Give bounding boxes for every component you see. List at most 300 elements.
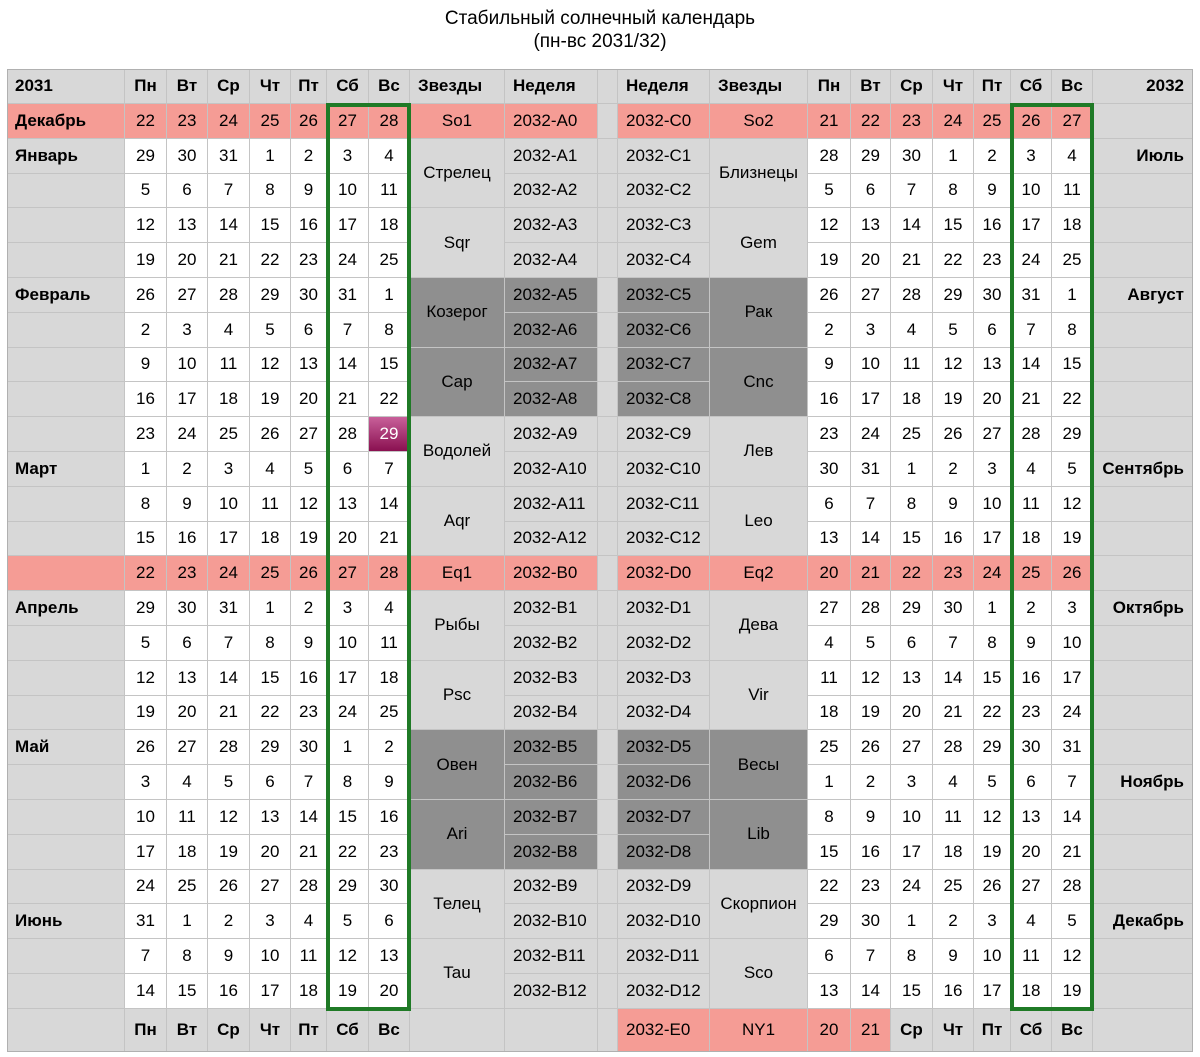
day-cell-2031: 30	[369, 870, 410, 905]
day-cell-2031: 15	[125, 522, 167, 557]
day-cell-2031: 23	[125, 417, 167, 452]
day-cell-2031: 13	[167, 208, 208, 243]
day-cell-2032: 10	[1052, 626, 1093, 661]
day-cell-2031: 5	[208, 765, 250, 800]
year-2031-label: 2031	[7, 69, 125, 104]
day-cell-2032: 21	[933, 696, 974, 731]
day-cell-2031: 31	[327, 278, 369, 313]
day-cell-2032: 26	[808, 278, 851, 313]
day-cell-2032: 9	[851, 800, 891, 835]
day-cell-2032: 24	[891, 870, 933, 905]
zodiac-sign-cell: Овен	[410, 730, 505, 800]
day-cell-2032: 20	[851, 243, 891, 278]
day-cell-2032: 6	[808, 939, 851, 974]
day-cell-2031: 21	[291, 835, 327, 870]
day-cell-2031: 26	[125, 730, 167, 765]
day-cell-2032: 28	[851, 591, 891, 626]
week-label-right: 2032-C2	[618, 174, 710, 209]
day-cell-2031: 20	[250, 835, 291, 870]
zodiac-sign-cell: Весы	[710, 730, 808, 800]
day-cell-2031: 2	[369, 730, 410, 765]
column-spacer	[598, 870, 618, 905]
day-cell-2032: 2	[851, 765, 891, 800]
day-cell-2031: 12	[327, 939, 369, 974]
day-cell-2031: 9	[125, 348, 167, 383]
footer-day-right: Чт	[933, 1009, 974, 1052]
zodiac-sign-cell: Близнецы	[710, 139, 808, 209]
month-label-right	[1093, 835, 1193, 870]
day-cell-2031: 28	[291, 870, 327, 905]
day-cell-2032: 16	[974, 208, 1011, 243]
day-cell-2031: 17	[208, 522, 250, 557]
footer-blank	[598, 1009, 618, 1052]
day-cell-2031: 29	[250, 278, 291, 313]
day-cell-2032: 3	[1011, 139, 1052, 174]
day-cell-2032: 16	[851, 835, 891, 870]
footer-week-right: 2032-E0	[618, 1009, 710, 1052]
week-label-left: 2032-A4	[505, 243, 598, 278]
day-cell-2031: 27	[167, 278, 208, 313]
day-cell-2031: 13	[250, 800, 291, 835]
month-label-left: Февраль	[7, 278, 125, 313]
day-cell-2031: 2	[291, 591, 327, 626]
day-cell-2031: 14	[291, 800, 327, 835]
month-label-right	[1093, 626, 1193, 661]
day-cell-2031: 24	[125, 870, 167, 905]
day-cell-2031: 15	[250, 208, 291, 243]
day-cell-2031: 14	[208, 661, 250, 696]
header-day-right: Сб	[1011, 69, 1052, 104]
week-label-right: 2032-C1	[618, 139, 710, 174]
day-cell-2031: 11	[291, 939, 327, 974]
day-cell-2032: 23	[933, 556, 974, 591]
month-label-left	[7, 939, 125, 974]
day-cell-2032: 29	[1052, 417, 1093, 452]
day-cell-2032: 31	[1011, 278, 1052, 313]
column-spacer	[598, 208, 618, 243]
day-cell-2032: 11	[1052, 174, 1093, 209]
day-cell-2032: 11	[891, 348, 933, 383]
day-cell-2032: 26	[1011, 104, 1052, 139]
day-cell-2032: 14	[1011, 348, 1052, 383]
day-cell-2031: 30	[167, 139, 208, 174]
month-label-left	[7, 313, 125, 348]
week-label-left: 2032-B12	[505, 974, 598, 1009]
day-cell-2032: 30	[974, 278, 1011, 313]
day-cell-2032: 5	[1052, 452, 1093, 487]
day-cell-2032: 15	[891, 974, 933, 1009]
zodiac-sign-cell: So1	[410, 104, 505, 139]
day-cell-2031: 16	[291, 661, 327, 696]
month-label-left	[7, 974, 125, 1009]
day-cell-2031: 6	[167, 626, 208, 661]
week-label-left: 2032-B9	[505, 870, 598, 905]
day-cell-2032: 4	[933, 765, 974, 800]
header-day-left: Ср	[208, 69, 250, 104]
day-cell-2032: 9	[933, 939, 974, 974]
day-cell-2032: 21	[891, 243, 933, 278]
month-label-right	[1093, 939, 1193, 974]
day-cell-2031: 2	[125, 313, 167, 348]
month-label-right: Октябрь	[1093, 591, 1193, 626]
month-label-left	[7, 348, 125, 383]
day-cell-2031: 17	[327, 661, 369, 696]
day-cell-2032: 30	[933, 591, 974, 626]
day-cell-2032: 10	[851, 348, 891, 383]
day-cell-2031: 23	[291, 696, 327, 731]
day-cell-2031: 9	[291, 174, 327, 209]
day-cell-2032: 19	[1052, 522, 1093, 557]
day-cell-2032: 15	[808, 835, 851, 870]
day-cell-2032: 17	[1011, 208, 1052, 243]
day-cell-2031: 29	[125, 591, 167, 626]
day-cell-2032: 15	[933, 208, 974, 243]
day-cell-2032: 11	[808, 661, 851, 696]
day-cell-2032: 10	[1011, 174, 1052, 209]
day-cell-2031: 10	[250, 939, 291, 974]
week-label-left: 2032-A1	[505, 139, 598, 174]
day-cell-2032: 2	[1011, 591, 1052, 626]
day-cell-2031: 17	[125, 835, 167, 870]
day-cell-2031: 22	[327, 835, 369, 870]
zodiac-sign-cell: Стрелец	[410, 139, 505, 209]
day-cell-2032: 18	[933, 835, 974, 870]
day-cell-2031: 22	[250, 243, 291, 278]
zodiac-sign-cell: Козерог	[410, 278, 505, 348]
day-cell-2032: 28	[891, 278, 933, 313]
day-cell-2032: 15	[974, 661, 1011, 696]
day-cell-2032: 24	[1052, 696, 1093, 731]
day-cell-2032: 8	[1052, 313, 1093, 348]
day-cell-2031: 11	[369, 174, 410, 209]
day-cell-2031: 6	[167, 174, 208, 209]
header-day-right: Ср	[891, 69, 933, 104]
day-cell-2032: 11	[933, 800, 974, 835]
day-cell-2031: 21	[208, 243, 250, 278]
column-spacer	[598, 556, 618, 591]
day-cell-2031: 9	[291, 626, 327, 661]
day-cell-2031: 16	[125, 382, 167, 417]
month-label-right	[1093, 556, 1193, 591]
day-cell-2032: 28	[1052, 870, 1093, 905]
day-cell-2031: 3	[327, 139, 369, 174]
day-cell-2032: 10	[891, 800, 933, 835]
header-day-left: Сб	[327, 69, 369, 104]
day-cell-2032: 16	[808, 382, 851, 417]
day-cell-2032: 22	[1052, 382, 1093, 417]
column-spacer	[598, 417, 618, 452]
day-cell-2032: 31	[851, 452, 891, 487]
day-cell-2031: 3	[327, 591, 369, 626]
zodiac-sign-cell: Дева	[710, 591, 808, 661]
month-label-right	[1093, 800, 1193, 835]
column-spacer	[598, 696, 618, 731]
footer-day-left: Сб	[327, 1009, 369, 1052]
month-label-left	[7, 765, 125, 800]
day-cell-2031: 2	[167, 452, 208, 487]
day-cell-2031: 30	[167, 591, 208, 626]
day-cell-2032: 2	[808, 313, 851, 348]
header-day-right: Вт	[851, 69, 891, 104]
day-cell-2031: 22	[250, 696, 291, 731]
week-label-right: 2032-D6	[618, 765, 710, 800]
month-label-right	[1093, 208, 1193, 243]
week-label-left: 2032-A12	[505, 522, 598, 557]
month-label-right: Ноябрь	[1093, 765, 1193, 800]
day-cell-2031: 9	[167, 487, 208, 522]
header-day-left: Вс	[369, 69, 410, 104]
day-cell-2031: 23	[167, 104, 208, 139]
zodiac-sign-cell: Cnc	[710, 348, 808, 418]
day-cell-2031: 25	[208, 417, 250, 452]
title-line-1: Стабильный солнечный календарь	[444, 8, 756, 29]
day-cell-2031: 19	[291, 522, 327, 557]
day-cell-2031: 26	[208, 870, 250, 905]
column-spacer	[598, 313, 618, 348]
week-label-right: 2032-C6	[618, 313, 710, 348]
day-cell-2032: 13	[808, 522, 851, 557]
month-label-left	[7, 556, 125, 591]
day-cell-2031: 6	[250, 765, 291, 800]
day-cell-2032: 28	[808, 139, 851, 174]
month-label-left: Январь	[7, 139, 125, 174]
year-2032-label: 2032	[1093, 69, 1193, 104]
day-cell-2032: 23	[891, 104, 933, 139]
day-cell-2031: 10	[125, 800, 167, 835]
day-cell-2031: 15	[250, 661, 291, 696]
month-label-left	[7, 626, 125, 661]
day-cell-2031: 3	[208, 452, 250, 487]
column-spacer	[598, 904, 618, 939]
day-cell-2031: 3	[125, 765, 167, 800]
day-cell-2031: 20	[327, 522, 369, 557]
day-cell-2031: 17	[250, 974, 291, 1009]
week-label-right: 2032-D8	[618, 835, 710, 870]
day-cell-2031: 1	[167, 904, 208, 939]
day-cell-2032: 23	[1011, 696, 1052, 731]
header-day-right: Вс	[1052, 69, 1093, 104]
day-cell-2031: 18	[369, 661, 410, 696]
day-cell-2031: 6	[369, 904, 410, 939]
week-label-right: 2032-C0	[618, 104, 710, 139]
day-cell-2031: 12	[125, 661, 167, 696]
day-cell-2031: 23	[369, 835, 410, 870]
column-spacer	[598, 730, 618, 765]
day-cell-2032: 21	[1011, 382, 1052, 417]
day-cell-2031: 5	[291, 452, 327, 487]
week-label-right: 2032-D11	[618, 939, 710, 974]
day-cell-2032: 12	[1052, 939, 1093, 974]
day-cell-2032: 1	[891, 452, 933, 487]
day-cell-2031: 15	[327, 800, 369, 835]
day-cell-2031: 13	[167, 661, 208, 696]
day-cell-2032: 15	[891, 522, 933, 557]
day-cell-2031: 16	[167, 522, 208, 557]
day-cell-2032: 1	[933, 139, 974, 174]
day-cell-2031: 18	[369, 208, 410, 243]
day-cell-2032: 4	[891, 313, 933, 348]
day-cell-2031: 27	[250, 870, 291, 905]
day-cell-2031: 10	[327, 626, 369, 661]
day-cell-2032: 26	[1052, 556, 1093, 591]
week-label-left: 2032-B1	[505, 591, 598, 626]
day-cell-2032: 21	[1052, 835, 1093, 870]
day-cell-2032: 9	[933, 487, 974, 522]
day-cell-2031: 7	[369, 452, 410, 487]
day-cell-2031: 9	[208, 939, 250, 974]
footer-day-left: Чт	[250, 1009, 291, 1052]
day-cell-2031: 7	[291, 765, 327, 800]
day-cell-2032: 5	[933, 313, 974, 348]
day-cell-2032: 1	[891, 904, 933, 939]
day-cell-2031: 13	[369, 939, 410, 974]
day-cell-2031: 11	[167, 800, 208, 835]
day-cell-2032: 4	[1011, 452, 1052, 487]
day-cell-2032: 19	[1052, 974, 1093, 1009]
day-cell-2032: 19	[851, 696, 891, 731]
day-cell-2031: 18	[208, 382, 250, 417]
day-cell-2031: 3	[167, 313, 208, 348]
month-label-right	[1093, 730, 1193, 765]
month-label-right	[1093, 313, 1193, 348]
day-cell-2032: 13	[974, 348, 1011, 383]
day-cell-2031: 3	[250, 904, 291, 939]
day-cell-2031: 28	[327, 417, 369, 452]
day-cell-2032: 25	[974, 104, 1011, 139]
day-cell-2031: 25	[250, 556, 291, 591]
day-cell-2031: 24	[208, 104, 250, 139]
zodiac-sign-cell: Скорпион	[710, 870, 808, 940]
day-cell-2031: 21	[327, 382, 369, 417]
day-cell-2032: 28	[933, 730, 974, 765]
day-cell-2032: 27	[851, 278, 891, 313]
day-cell-2032: 10	[974, 939, 1011, 974]
month-label-right	[1093, 417, 1193, 452]
day-cell-2032: 3	[1052, 591, 1093, 626]
day-cell-2032: 12	[851, 661, 891, 696]
column-spacer	[598, 661, 618, 696]
zodiac-sign-cell: Gem	[710, 208, 808, 278]
header-day-right: Пт	[974, 69, 1011, 104]
week-label-left: 2032-B6	[505, 765, 598, 800]
day-cell-2032: 5	[851, 626, 891, 661]
day-cell-2031: 14	[125, 974, 167, 1009]
week-label-left: 2032-B11	[505, 939, 598, 974]
day-cell-2031: 20	[291, 382, 327, 417]
day-cell-2032: 11	[1011, 939, 1052, 974]
week-label-right: 2032-D5	[618, 730, 710, 765]
footer-blank	[410, 1009, 505, 1052]
week-label-right: 2032-D12	[618, 974, 710, 1009]
day-cell-2031: 30	[291, 730, 327, 765]
zodiac-sign-cell: Cap	[410, 348, 505, 418]
month-label-right: Июль	[1093, 139, 1193, 174]
day-cell-2032: 25	[933, 870, 974, 905]
week-label-left: 2032-B7	[505, 800, 598, 835]
day-cell-2031: 12	[208, 800, 250, 835]
header-week-left: Неделя	[505, 69, 598, 104]
day-cell-2031: 4	[369, 591, 410, 626]
footer-day-left: Вт	[167, 1009, 208, 1052]
day-cell-2032: 8	[891, 939, 933, 974]
day-cell-2032: 25	[1052, 243, 1093, 278]
day-cell-2032: 26	[851, 730, 891, 765]
day-cell-2031: 13	[327, 487, 369, 522]
day-cell-2032: 23	[851, 870, 891, 905]
day-cell-2031: 7	[327, 313, 369, 348]
day-cell-2032: 20	[891, 696, 933, 731]
day-cell-2031: 25	[250, 104, 291, 139]
day-cell-2032: 30	[851, 904, 891, 939]
day-cell-2031: 26	[291, 556, 327, 591]
day-cell-2031: 10	[327, 174, 369, 209]
day-cell-2031: 20	[167, 696, 208, 731]
month-label-left: Июнь	[7, 904, 125, 939]
zodiac-sign-cell: Рыбы	[410, 591, 505, 661]
column-spacer	[598, 626, 618, 661]
week-label-left: 2032-A2	[505, 174, 598, 209]
title-line-2: (пн-вс 2031/32)	[533, 31, 667, 52]
day-cell-2031: 23	[167, 556, 208, 591]
day-cell-2031: 1	[327, 730, 369, 765]
day-cell-2032: 24	[933, 104, 974, 139]
footer-day-left: Вс	[369, 1009, 410, 1052]
day-cell-2032: 17	[1052, 661, 1093, 696]
column-spacer	[598, 382, 618, 417]
zodiac-sign-cell: Aqr	[410, 487, 505, 557]
day-cell-2031: 27	[327, 556, 369, 591]
day-cell-2032: 21	[808, 104, 851, 139]
day-cell-2032: 16	[933, 522, 974, 557]
day-cell-2031: 28	[208, 278, 250, 313]
day-cell-2031: 16	[291, 208, 327, 243]
column-spacer	[598, 348, 618, 383]
day-cell-2032: 4	[808, 626, 851, 661]
day-cell-2031: 1	[369, 278, 410, 313]
day-cell-2032: 6	[974, 313, 1011, 348]
day-cell-2031: 21	[369, 522, 410, 557]
day-cell-2032: 27	[808, 591, 851, 626]
day-cell-2031: 5	[327, 904, 369, 939]
day-cell-2031: 31	[208, 139, 250, 174]
day-cell-2031: 11	[369, 626, 410, 661]
month-label-left	[7, 661, 125, 696]
week-label-left: 2032-B0	[505, 556, 598, 591]
day-cell-2031: 23	[291, 243, 327, 278]
column-spacer	[598, 591, 618, 626]
column-spacer	[598, 800, 618, 835]
day-cell-2031: 25	[369, 696, 410, 731]
month-label-left	[7, 870, 125, 905]
column-spacer	[598, 243, 618, 278]
day-cell-2032: 6	[808, 487, 851, 522]
day-cell-2032: 18	[1052, 208, 1093, 243]
day-cell-2031: 24	[208, 556, 250, 591]
footer-blank	[505, 1009, 598, 1052]
day-cell-2031: 2	[291, 139, 327, 174]
day-cell-2031: 27	[291, 417, 327, 452]
header-day-left: Пт	[291, 69, 327, 104]
day-cell-2032: 19	[808, 243, 851, 278]
day-cell-2031: 12	[125, 208, 167, 243]
zodiac-sign-cell: Лев	[710, 417, 808, 487]
day-cell-2032: 20	[974, 382, 1011, 417]
zodiac-sign-cell: Tau	[410, 939, 505, 1009]
footer-day-right: Сб	[1011, 1009, 1052, 1052]
month-label-left	[7, 522, 125, 557]
day-cell-2031: 4	[369, 139, 410, 174]
week-label-left: 2032-A0	[505, 104, 598, 139]
